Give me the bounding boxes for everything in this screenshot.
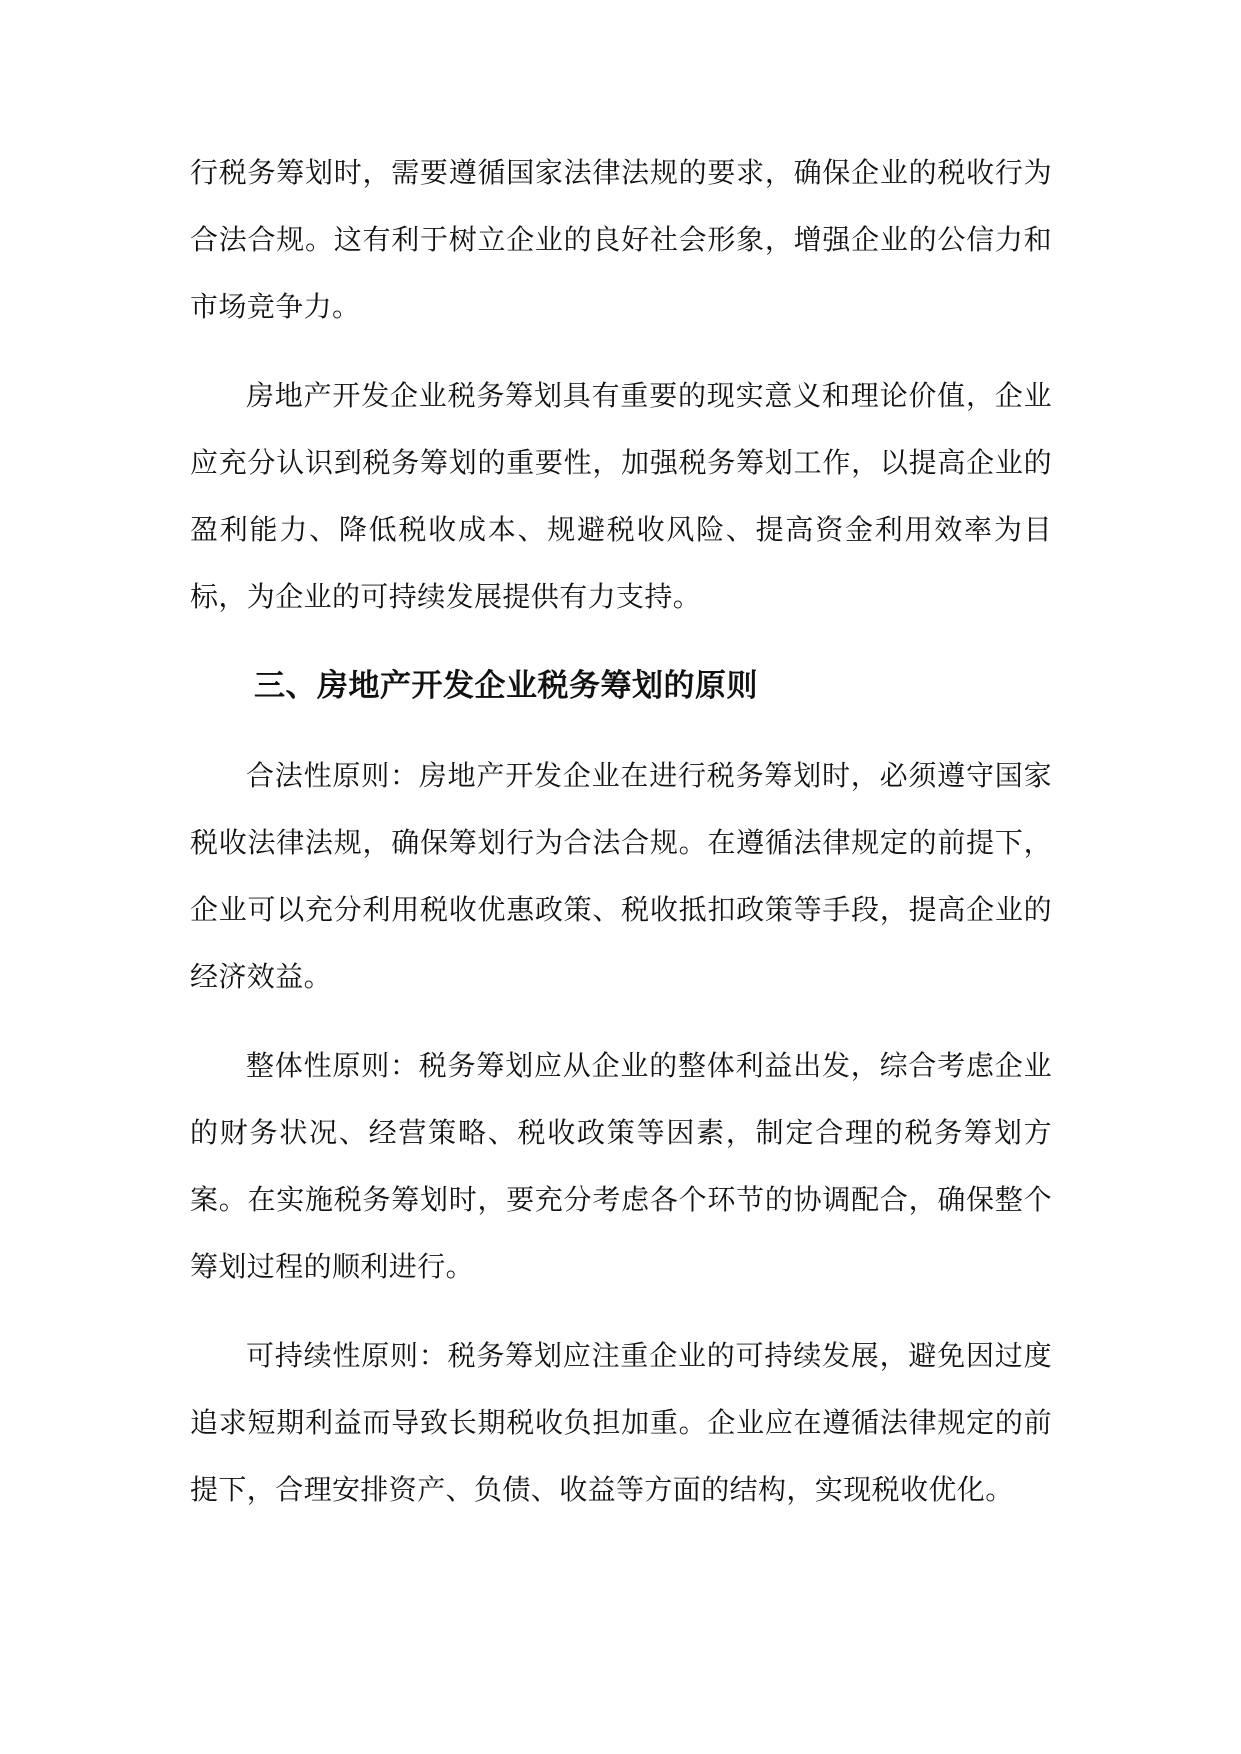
paragraph-integrity-principle: 整体性原则：税务筹划应从企业的整体利益出发，综合考虑企业的财务状况、经营策略、税收政策等因素，制定合理的税务筹划方案。在实施税务筹划时，要充分考虑各个环节的协调配合，确保整个筹划过程的顺利进行。 bbox=[190, 1049, 1052, 1283]
document-body bbox=[190, 139, 1052, 1545]
paragraph-significance: 房地产开发企业税务筹划具有重要的现实意义和理论价值，企业应充分认识到税务筹划的重要性，加强税务筹划工作，以提高企业的盈利能力、降低税收成本、规避税收风险、提高资金利用效率为目标，为企业的可持续发展提供有力支持。 bbox=[190, 379, 1052, 613]
paragraph-continued: 行税务筹划时，需要遵循国家法律法规的要求，确保企业的税收行为合法合规。这有利于树立企业的良好社会形象，增强企业的公信力和市场竞争力。 bbox=[190, 156, 1052, 323]
section-heading: 三、房地产开发企业税务筹划的原则 bbox=[254, 668, 758, 704]
paragraph-sustainability-principle: 可持续性原则：税务筹划应注重企业的可持续发展，避免因过度追求短期利益而导致长期税收负担加重。企业应在遵循法律规定的前提下，合理安排资产、负债、收益等方面的结构，实现税收优化。 bbox=[190, 1339, 1052, 1506]
paragraph-legality-principle: 合法性原则：房地产开发企业在进行税务筹划时，必须遵守国家税收法律法规，确保筹划行为合法合规。在遵循法律规定的前提下，企业可以充分利用税收优惠政策、税收抵扣政策等手段，提高企业的经济效益。 bbox=[190, 759, 1052, 993]
